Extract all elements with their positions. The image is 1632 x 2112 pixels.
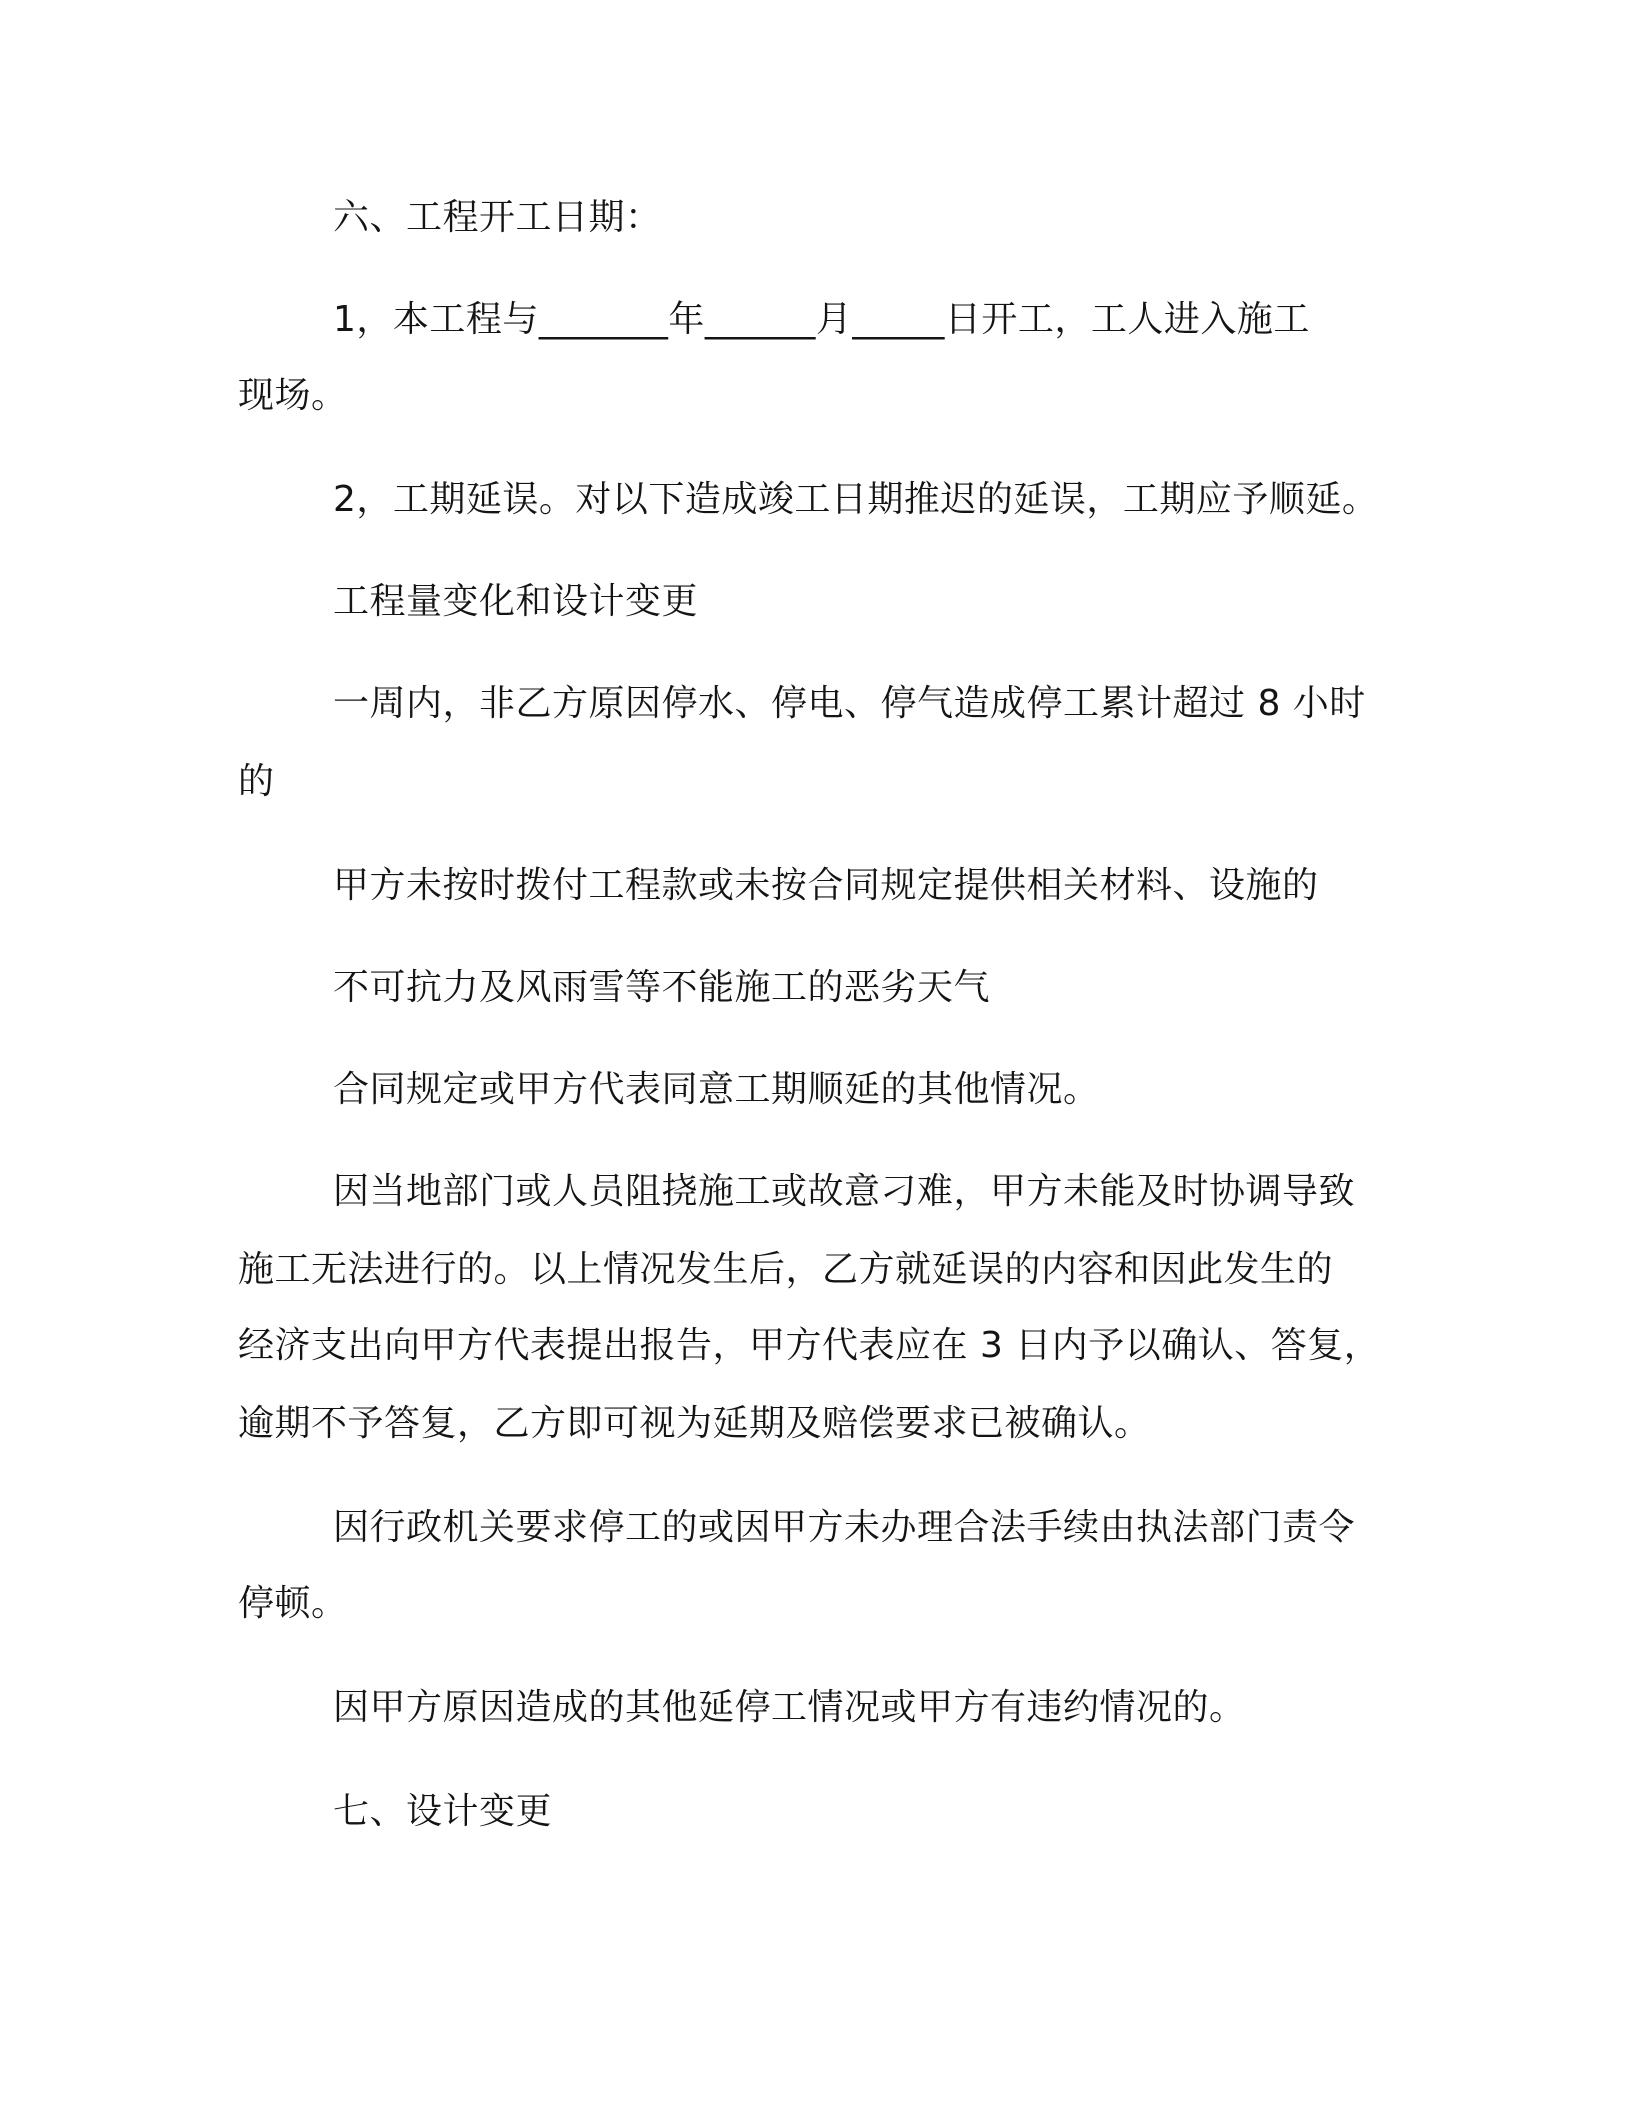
paragraph-line: 因甲方原因造成的其他延停工情况或甲方有违约情况的。 — [333, 1687, 1246, 1728]
paragraph-line: 不可抗力及风雨雪等不能施工的恶劣天气 — [333, 967, 991, 1008]
paragraph-line: 现场。 — [238, 375, 348, 416]
paragraph-line: 因当地部门或人员阻挠施工或故意刁难，甲方未能及时协调导致 — [333, 1171, 1356, 1212]
paragraph-line: 甲方未按时拨付工程款或未按合同规定提供相关材料、设施的 — [333, 865, 1319, 906]
paragraph-line: 因行政机关要求停工的或因甲方未办理合法手续由执法部门责令 — [333, 1507, 1356, 1548]
paragraph-line: 施工无法进行的。以上情况发生后，乙方就延误的内容和因此发生的 — [238, 1249, 1334, 1290]
paragraph-line: 停顿。 — [238, 1583, 348, 1624]
paragraph-line: 2，工期延误。对以下造成竣工日期推迟的延误，工期应予顺延。 — [333, 479, 1379, 520]
paragraph-line: 逾期不予答复，乙方即可视为延期及赔偿要求已被确认。 — [238, 1403, 1151, 1444]
paragraph-line: 经济支出向甲方代表提出报告，甲方代表应在 3 日内予以确认、答复， — [238, 1325, 1381, 1366]
section-heading-design-change: 七、设计变更 — [333, 1791, 553, 1832]
section-heading-start-date: 六、工程开工日期： — [333, 197, 662, 238]
paragraph-line: 1，本工程与_______年______月_____日开工，工人进入施工 — [333, 299, 1310, 340]
paragraph-line: 一周内，非乙方原因停水、停电、停气造成停工累计超过 8 小时 — [333, 683, 1366, 724]
paragraph-line: 工程量变化和设计变更 — [333, 581, 699, 622]
paragraph-line: 的 — [238, 761, 275, 802]
paragraph-line: 合同规定或甲方代表同意工期顺延的其他情况。 — [333, 1069, 1100, 1110]
